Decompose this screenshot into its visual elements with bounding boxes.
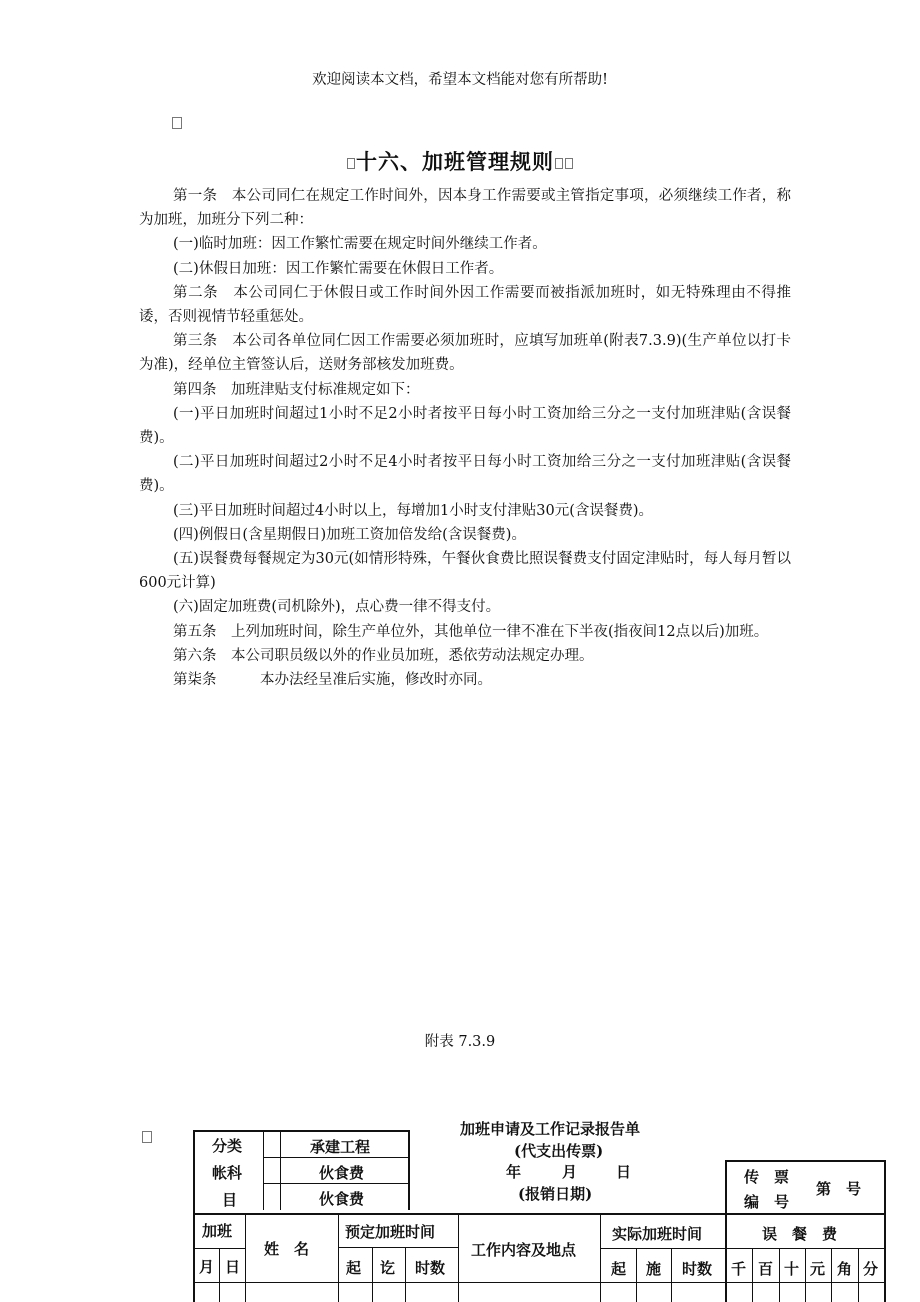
rule xyxy=(193,1130,409,1132)
rule xyxy=(193,1213,886,1215)
col-name: 姓 名 xyxy=(264,1240,310,1258)
form-day: 日 xyxy=(616,1163,632,1181)
rule xyxy=(372,1247,373,1302)
placeholder-box-icon xyxy=(172,117,182,129)
col-hours: 时数 xyxy=(415,1259,446,1277)
rule xyxy=(805,1248,806,1302)
paragraph: (一)平日加班时间超过1小时不足2小时者按平日每小时工资加给三分之一支付加班津贴(含误餐费)。 xyxy=(139,405,791,447)
money-unit: 百 xyxy=(758,1260,774,1278)
col-actual-hours: 时数 xyxy=(682,1260,713,1278)
voucher-label: 传 票 xyxy=(744,1168,790,1186)
rule xyxy=(405,1247,406,1302)
paragraph: 第二条 本公司同仁于休假日或工作时间外因工作需要而被指派加班时，如无特殊理由不得推诿，否则视情节轻重惩处。 xyxy=(139,284,791,326)
paragraph: 第五条 上列加班时间，除生产单位外，其他单位一律不准在下半夜(指夜间12点以后)加班。 xyxy=(173,623,769,640)
rule xyxy=(779,1248,780,1302)
col-actual-end: 施 xyxy=(646,1260,662,1278)
paragraph: (六)固定加班费(司机除外)，点心费一律不得支付。 xyxy=(173,599,501,616)
rule xyxy=(263,1157,409,1158)
form-date-note: (报销日期) xyxy=(518,1185,593,1203)
paragraph: (二)平日加班时间超过2小时不足4小时者按平日每小时工资加给三分之一支付加班津贴(含误餐费)。 xyxy=(139,454,791,495)
money-unit: 角 xyxy=(837,1260,853,1278)
money-unit: 分 xyxy=(863,1260,879,1278)
form-category: 帐科 xyxy=(212,1164,243,1182)
overtime-form-image xyxy=(144,1110,920,1302)
rule xyxy=(263,1130,264,1210)
form-year: 年 xyxy=(506,1163,522,1181)
rule xyxy=(338,1247,458,1248)
rule xyxy=(193,1130,195,1302)
form-month: 月 xyxy=(562,1163,578,1181)
rules-body xyxy=(139,184,791,692)
col-planned-time: 预定加班时间 xyxy=(345,1223,436,1241)
rule xyxy=(725,1160,727,1302)
paragraph: (三)平日加班时间超过4小时以上，每增加1小时支付津贴30元(含误餐费)。 xyxy=(173,502,654,519)
paragraph: (一)临时加班：因工作繁忙需要在规定时间外继续工作者。 xyxy=(173,236,547,253)
form-category: 目 xyxy=(222,1191,238,1209)
money-unit: 千 xyxy=(731,1260,747,1278)
money-unit: 十 xyxy=(784,1260,800,1278)
rule xyxy=(752,1248,753,1302)
page-title xyxy=(0,146,920,176)
paragraph: 第六条 本公司职员级以外的作业员加班，悉依劳动法规定办理。 xyxy=(173,647,594,664)
rule xyxy=(831,1248,832,1302)
paragraph: (四)例假日(含星期假日)加班工资加倍发给(含误餐费)。 xyxy=(173,526,526,543)
voucher-number: 第 号 xyxy=(816,1180,862,1198)
col-end: 讫 xyxy=(380,1259,396,1277)
voucher-label: 编 号 xyxy=(744,1193,790,1211)
account-name: 伙食费 xyxy=(319,1164,365,1182)
rule xyxy=(193,1282,886,1283)
rule xyxy=(636,1248,637,1302)
col-day: 日 xyxy=(225,1258,241,1276)
form-category: 分类 xyxy=(212,1137,243,1155)
paragraph: 第四条 加班津贴支付标准规定如下： xyxy=(173,381,420,398)
col-start: 起 xyxy=(346,1259,362,1277)
paragraph: 第三条 本公司各单位同仁因工作需要必须加班时，应填写加班单(附表7.3.9)(生产单位以打卡为准)，经单位主管签认后，送财务部核发加班费。 xyxy=(139,333,791,374)
rule xyxy=(858,1248,859,1302)
rule xyxy=(338,1213,339,1302)
col-work-content: 工作内容及地点 xyxy=(471,1241,577,1259)
appendix-label: 附表 7.3.9 xyxy=(424,1034,496,1050)
col-overtime: 加班 xyxy=(202,1222,233,1240)
col-actual-time: 实际加班时间 xyxy=(612,1225,703,1243)
rule xyxy=(884,1160,886,1302)
money-unit: 元 xyxy=(810,1260,826,1278)
col-month: 月 xyxy=(199,1258,215,1276)
rule xyxy=(245,1213,246,1302)
account-name: 伙食费 xyxy=(319,1190,365,1208)
paragraph: 第柒条 本办法经呈准后实施，修改时亦同。 xyxy=(173,672,492,689)
form-subtitle: (代支出传票) xyxy=(514,1142,604,1160)
paragraph: (五)误餐费每餐规定为30元(如情形特殊，午餐伙食费比照误餐费支付固定津贴时，每人每月暂以600元计算) xyxy=(139,551,791,592)
form-title: 加班申请及工作记录报告单 xyxy=(460,1120,641,1138)
rule xyxy=(725,1160,886,1162)
rule xyxy=(458,1213,459,1302)
marker-icon xyxy=(565,158,573,169)
rule xyxy=(219,1248,220,1302)
rule xyxy=(600,1248,886,1249)
account-name: 承建工程 xyxy=(310,1138,371,1156)
rule xyxy=(280,1130,281,1210)
col-meal-fee: 误 餐 费 xyxy=(762,1225,838,1243)
marker-icon xyxy=(347,158,355,169)
marker-icon xyxy=(555,158,563,169)
col-actual-start: 起 xyxy=(611,1260,627,1278)
paragraph: (二)休假日加班：因工作繁忙需要在休假日工作者。 xyxy=(173,260,504,277)
rule xyxy=(408,1130,410,1210)
rule xyxy=(263,1183,409,1184)
title-text: 十六、加班管理规则 xyxy=(356,149,554,174)
rule xyxy=(671,1248,672,1302)
rule xyxy=(600,1213,601,1302)
header-note: 欢迎阅读本文档，希望本文档能对您有所帮助! xyxy=(312,72,608,88)
paragraph: 第一条 本公司同仁在规定工作时间外，因本身工作需要或主管指定事项，必须继续工作者，称为加班，加班分下列二种： xyxy=(139,188,791,229)
